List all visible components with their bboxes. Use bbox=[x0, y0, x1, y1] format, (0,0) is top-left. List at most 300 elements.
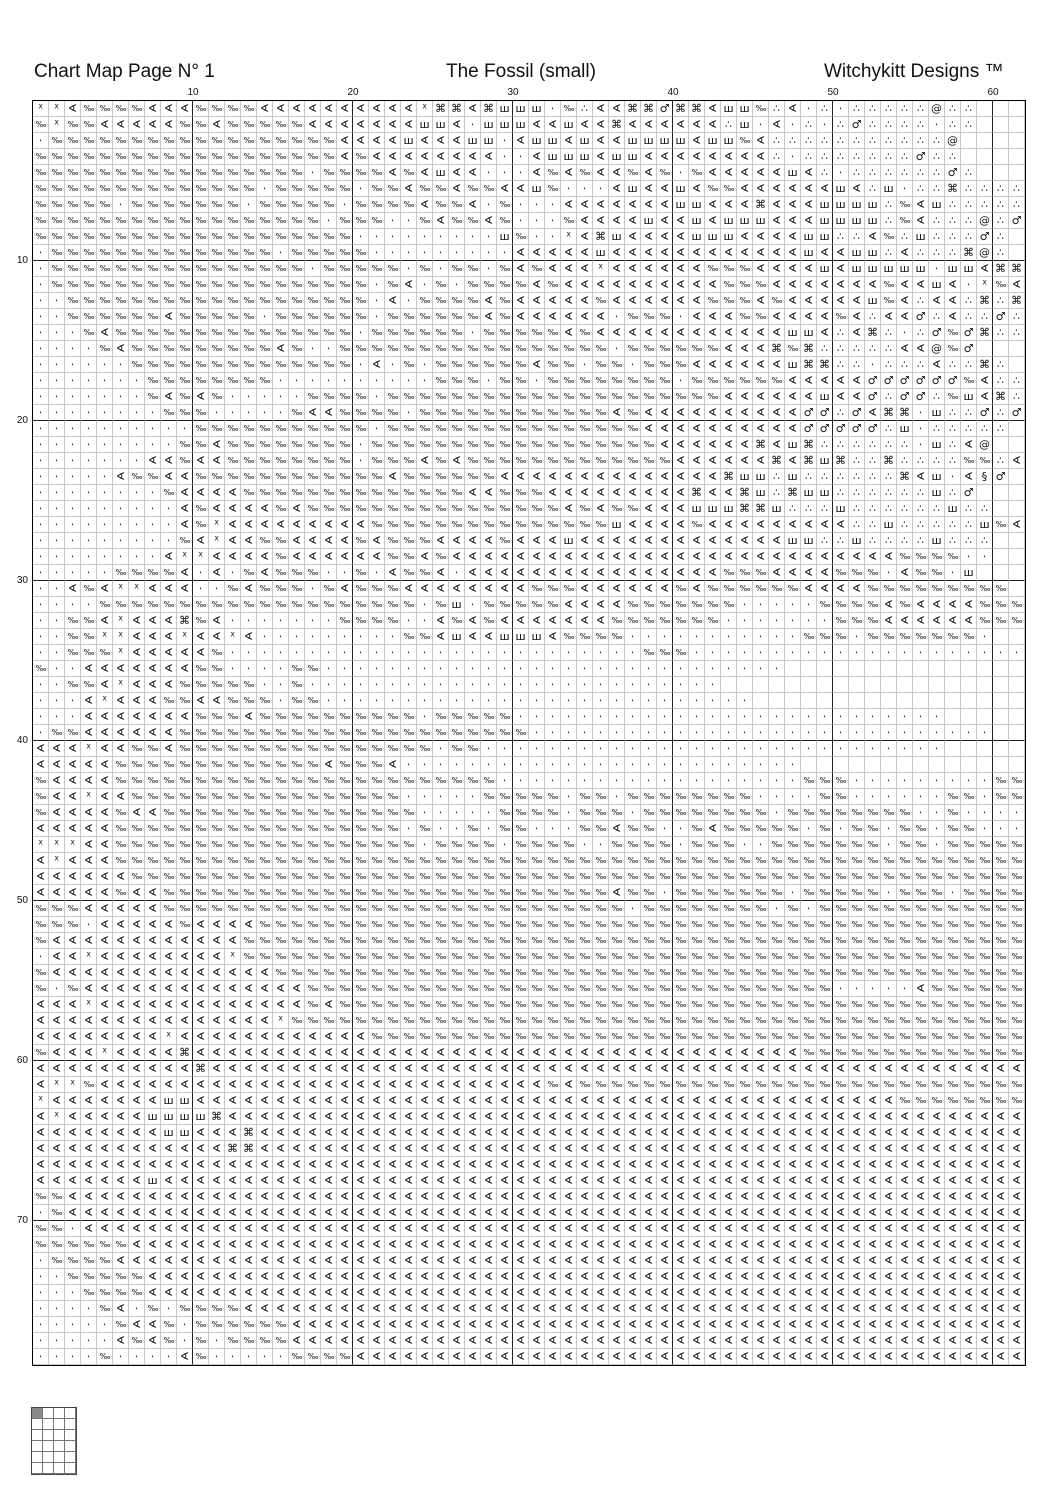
stitch-cell: ‰ bbox=[257, 821, 273, 837]
stitch-cell: ∢ bbox=[897, 1173, 913, 1189]
stitch-cell: ∢ bbox=[593, 1125, 609, 1141]
stitch-cell: ⌘ bbox=[209, 1109, 225, 1125]
stitch-cell: ‰ bbox=[161, 789, 177, 805]
stitch-cell: ∢ bbox=[993, 1221, 1009, 1237]
stitch-cell: ∢ bbox=[289, 1157, 305, 1173]
stitch-cell: ∢ bbox=[465, 613, 481, 629]
stitch-cell: · bbox=[993, 645, 1009, 661]
stitch-cell: ‰ bbox=[193, 197, 209, 213]
stitch-cell: ‰ bbox=[273, 789, 289, 805]
stitch-cell bbox=[961, 149, 977, 165]
stitch-cell: ‰ bbox=[193, 405, 209, 421]
stitch-cell: ∢ bbox=[417, 1157, 433, 1173]
stitch-cell: · bbox=[673, 661, 689, 677]
stitch-cell: ∢ bbox=[785, 1109, 801, 1125]
stitch-cell: ∢ bbox=[577, 1237, 593, 1253]
stitch-cell: ∢ bbox=[465, 1125, 481, 1141]
stitch-cell: · bbox=[33, 1333, 49, 1349]
stitch-cell: ‰ bbox=[449, 901, 465, 917]
stitch-cell: ∢ bbox=[273, 981, 289, 997]
stitch-cell: ∢ bbox=[625, 1109, 641, 1125]
stitch-cell bbox=[1009, 693, 1025, 709]
stitch-cell: ‰ bbox=[81, 325, 97, 341]
stitch-cell: ‰ bbox=[497, 709, 513, 725]
stitch-cell: ш bbox=[609, 517, 625, 533]
stitch-cell: ‰ bbox=[33, 917, 49, 933]
stitch-cell: ∢ bbox=[785, 245, 801, 261]
stitch-cell: · bbox=[481, 373, 497, 389]
stitch-cell: ‰ bbox=[705, 837, 721, 853]
stitch-cell: ∢ bbox=[961, 1205, 977, 1221]
stitch-cell: · bbox=[353, 693, 369, 709]
stitch-cell: ‰ bbox=[945, 965, 961, 981]
stitch-cell: ∢ bbox=[849, 1205, 865, 1221]
stitch-cell: ∢ bbox=[401, 1205, 417, 1221]
stitch-cell: ‰ bbox=[641, 901, 657, 917]
stitch-cell: ∢ bbox=[993, 1173, 1009, 1189]
stitch-cell: ‰ bbox=[113, 101, 129, 117]
stitch-cell: ‰ bbox=[705, 853, 721, 869]
stitch-cell: ∢ bbox=[417, 1237, 433, 1253]
stitch-cell: ∢ bbox=[401, 1061, 417, 1077]
stitch-cell: ∢ bbox=[305, 1093, 321, 1109]
stitch-cell: ‰ bbox=[817, 1013, 833, 1029]
stitch-cell: ∢ bbox=[865, 1125, 881, 1141]
stitch-cell: ∢ bbox=[97, 837, 113, 853]
stitch-cell: ∴ bbox=[993, 245, 1009, 261]
stitch-cell: · bbox=[465, 325, 481, 341]
stitch-cell: ‰ bbox=[849, 997, 865, 1013]
stitch-cell: ‰ bbox=[417, 773, 433, 789]
stitch-cell: · bbox=[49, 357, 65, 373]
stitch-cell: · bbox=[241, 389, 257, 405]
stitch-cell: ‰ bbox=[433, 709, 449, 725]
stitch-cell: ‰ bbox=[465, 181, 481, 197]
stitch-cell: ‰ bbox=[657, 997, 673, 1013]
stitch-cell: ‰ bbox=[241, 1333, 257, 1349]
stitch-cell: ‰ bbox=[241, 1317, 257, 1333]
stitch-cell: ‰ bbox=[753, 901, 769, 917]
stitch-cell: ‰ bbox=[689, 965, 705, 981]
stitch-cell: ∢ bbox=[737, 1221, 753, 1237]
stitch-cell: · bbox=[529, 693, 545, 709]
stitch-cell: · bbox=[129, 421, 145, 437]
stitch-cell: ∢ bbox=[305, 1189, 321, 1205]
stitch-cell: ш bbox=[689, 213, 705, 229]
stitch-cell: ∢ bbox=[289, 1061, 305, 1077]
stitch-cell: ∢ bbox=[481, 149, 497, 165]
stitch-cell: ∢ bbox=[241, 1077, 257, 1093]
stitch-cell: · bbox=[817, 613, 833, 629]
stitch-cell: ∢ bbox=[225, 997, 241, 1013]
stitch-cell: · bbox=[49, 661, 65, 677]
stitch-cell: ∢ bbox=[353, 1205, 369, 1221]
stitch-cell: ∢ bbox=[753, 1221, 769, 1237]
stitch-cell: · bbox=[593, 661, 609, 677]
stitch-cell: ∢ bbox=[81, 901, 97, 917]
stitch-cell: · bbox=[417, 245, 433, 261]
stitch-cell: ∢ bbox=[529, 1205, 545, 1221]
stitch-cell: ∢ bbox=[961, 469, 977, 485]
stitch-cell: · bbox=[481, 677, 497, 693]
stitch-cell: ∢ bbox=[129, 613, 145, 629]
stitch-cell: ‰ bbox=[177, 261, 193, 277]
stitch-cell: ‰ bbox=[193, 117, 209, 133]
stitch-cell: ∢ bbox=[689, 421, 705, 437]
stitch-cell: ‰ bbox=[225, 437, 241, 453]
stitch-cell: · bbox=[897, 741, 913, 757]
stitch-cell: · bbox=[337, 565, 353, 581]
stitch-cell: · bbox=[273, 661, 289, 677]
stitch-cell: ∢ bbox=[1009, 1109, 1025, 1125]
stitch-cell: ‰ bbox=[241, 821, 257, 837]
stitch-cell: ∢ bbox=[673, 469, 689, 485]
stitch-cell: ‰ bbox=[433, 517, 449, 533]
stitch-cell: · bbox=[33, 421, 49, 437]
stitch-cell: ‰ bbox=[241, 805, 257, 821]
stitch-cell bbox=[977, 485, 993, 501]
stitch-cell: ∢ bbox=[433, 133, 449, 149]
stitch-cell: · bbox=[577, 773, 593, 789]
stitch-cell: ∢ bbox=[609, 405, 625, 421]
stitch-cell: · bbox=[433, 661, 449, 677]
stitch-cell bbox=[1009, 469, 1025, 485]
stitch-cell: ∢ bbox=[977, 1109, 993, 1125]
stitch-cell: ∢ bbox=[865, 1157, 881, 1173]
stitch-cell: ∢ bbox=[305, 1157, 321, 1173]
stitch-cell: ‰ bbox=[209, 757, 225, 773]
stitch-cell: ∢ bbox=[673, 437, 689, 453]
stitch-cell: ‰ bbox=[625, 917, 641, 933]
stitch-cell: ∢ bbox=[369, 1189, 385, 1205]
stitch-cell: ∢ bbox=[545, 1349, 561, 1365]
stitch-cell: ‰ bbox=[577, 1029, 593, 1045]
stitch-cell: · bbox=[609, 309, 625, 325]
stitch-cell: ‰ bbox=[577, 965, 593, 981]
stitch-cell: ‰ bbox=[209, 229, 225, 245]
stitch-cell: ∢ bbox=[145, 117, 161, 133]
stitch-cell: ‰ bbox=[833, 997, 849, 1013]
stitch-cell: ‰ bbox=[641, 853, 657, 869]
stitch-cell: ∢ bbox=[161, 1205, 177, 1221]
stitch-cell: ∴ bbox=[881, 485, 897, 501]
stitch-cell: · bbox=[97, 469, 113, 485]
stitch-cell: ‰ bbox=[225, 709, 241, 725]
stitch-cell: ‰ bbox=[529, 453, 545, 469]
stitch-cell: · bbox=[81, 1301, 97, 1317]
stitch-cell: ‰ bbox=[545, 357, 561, 373]
stitch-cell: ‰ bbox=[225, 197, 241, 213]
stitch-cell: ‰ bbox=[257, 917, 273, 933]
stitch-cell: · bbox=[881, 725, 897, 741]
stitch-cell: ∢ bbox=[33, 1157, 49, 1173]
stitch-cell: ‰ bbox=[289, 117, 305, 133]
stitch-cell: · bbox=[785, 789, 801, 805]
stitch-cell: ‰ bbox=[145, 469, 161, 485]
stitch-cell: ∢ bbox=[449, 1093, 465, 1109]
stitch-cell: · bbox=[641, 725, 657, 741]
stitch-cell: ∢ bbox=[177, 1253, 193, 1269]
stitch-cell: ∢ bbox=[593, 581, 609, 597]
stitch-cell: ∢ bbox=[97, 869, 113, 885]
stitch-cell: · bbox=[913, 805, 929, 821]
stitch-cell: ‰ bbox=[321, 597, 337, 613]
stitch-cell: ‰ bbox=[881, 917, 897, 933]
stitch-cell: · bbox=[673, 693, 689, 709]
stitch-cell: ∢ bbox=[113, 1157, 129, 1173]
stitch-cell: ‰ bbox=[353, 581, 369, 597]
stitch-cell: ‰ bbox=[385, 917, 401, 933]
stitch-cell: ‰ bbox=[577, 165, 593, 181]
stitch-cell: · bbox=[145, 533, 161, 549]
stitch-cell: ∢ bbox=[625, 1093, 641, 1109]
stitch-cell: ‰ bbox=[241, 245, 257, 261]
stitch-cell: ∢ bbox=[177, 1349, 193, 1365]
stitch-cell: ∢ bbox=[385, 1333, 401, 1349]
stitch-cell: ∢ bbox=[113, 1061, 129, 1077]
stitch-cell: ∢ bbox=[1009, 1269, 1025, 1285]
stitch-cell: ‰ bbox=[273, 933, 289, 949]
stitch-cell: ‰ bbox=[161, 277, 177, 293]
stitch-cell: ∢ bbox=[833, 1173, 849, 1189]
stitch-cell: ‰ bbox=[209, 389, 225, 405]
stitch-cell: ‰ bbox=[497, 501, 513, 517]
row-number: 20 bbox=[16, 415, 28, 426]
stitch-cell: ∢ bbox=[609, 1157, 625, 1173]
stitch-cell: ‰ bbox=[337, 453, 353, 469]
stitch-cell: ∢ bbox=[369, 1093, 385, 1109]
stitch-cell: · bbox=[721, 757, 737, 773]
stitch-cell: ш bbox=[497, 117, 513, 133]
stitch-cell bbox=[849, 693, 865, 709]
stitch-cell: ∢ bbox=[417, 1077, 433, 1093]
stitch-cell: ‰ bbox=[289, 725, 305, 741]
stitch-cell: ‰ bbox=[801, 917, 817, 933]
stitch-cell: ∢ bbox=[497, 1301, 513, 1317]
stitch-cell: ♂ bbox=[977, 229, 993, 245]
stitch-cell: ‰ bbox=[465, 453, 481, 469]
stitch-cell: ∢ bbox=[689, 581, 705, 597]
stitch-cell: ‰ bbox=[257, 437, 273, 453]
stitch-cell: ⌘ bbox=[433, 101, 449, 117]
stitch-cell: ∢ bbox=[881, 309, 897, 325]
stitch-cell: ‰ bbox=[801, 773, 817, 789]
stitch-cell: ‰ bbox=[801, 997, 817, 1013]
stitch-cell: ∢ bbox=[417, 549, 433, 565]
stitch-cell: ∢ bbox=[385, 1221, 401, 1237]
stitch-cell: ‰ bbox=[705, 1013, 721, 1029]
stitch-cell: ∢ bbox=[705, 565, 721, 581]
stitch-cell: ⌘ bbox=[225, 1141, 241, 1157]
stitch-cell: ∢ bbox=[577, 565, 593, 581]
stitch-cell: ∢ bbox=[33, 853, 49, 869]
stitch-cell: · bbox=[337, 373, 353, 389]
stitch-cell: ♂ bbox=[945, 373, 961, 389]
stitch-cell: · bbox=[769, 597, 785, 613]
stitch-cell: ‰ bbox=[145, 757, 161, 773]
stitch-cell: ∢ bbox=[385, 1109, 401, 1125]
stitch-cell: ‰ bbox=[737, 1077, 753, 1093]
stitch-cell: ∢ bbox=[209, 1029, 225, 1045]
stitch-cell: ‰ bbox=[33, 965, 49, 981]
stitch-cell: · bbox=[145, 501, 161, 517]
stitch-cell: ‰ bbox=[337, 949, 353, 965]
stitch-cell: ‰ bbox=[385, 741, 401, 757]
stitch-cell: ∢ bbox=[289, 1333, 305, 1349]
stitch-cell: ‰ bbox=[385, 933, 401, 949]
stitch-cell: · bbox=[49, 1317, 65, 1333]
stitch-cell: ‰ bbox=[257, 197, 273, 213]
stitch-cell: ‰ bbox=[417, 421, 433, 437]
stitch-cell: ‰ bbox=[545, 517, 561, 533]
stitch-cell: ∢ bbox=[113, 869, 129, 885]
stitch-cell: · bbox=[33, 389, 49, 405]
stitch-cell: ∢ bbox=[657, 1333, 673, 1349]
stitch-cell: ‰ bbox=[449, 773, 465, 789]
stitch-cell: ∢ bbox=[97, 885, 113, 901]
stitch-cell: ∢ bbox=[129, 965, 145, 981]
stitch-cell: ‰ bbox=[209, 293, 225, 309]
stitch-cell: ‰ bbox=[929, 885, 945, 901]
stitch-cell: ⌘ bbox=[721, 469, 737, 485]
stitch-cell: ♂ bbox=[1009, 213, 1025, 229]
stitch-cell: ш bbox=[161, 1093, 177, 1109]
stitch-cell: ‰ bbox=[449, 389, 465, 405]
stitch-cell: ‰ bbox=[913, 901, 929, 917]
stitch-cell: · bbox=[321, 613, 337, 629]
stitch-cell: ∢ bbox=[49, 1029, 65, 1045]
stitch-cell: ‰ bbox=[401, 869, 417, 885]
stitch-cell: ∢ bbox=[849, 373, 865, 389]
stitch-cell: ∢ bbox=[81, 981, 97, 997]
stitch-cell: ‰ bbox=[497, 421, 513, 437]
stitch-cell: ∢ bbox=[961, 1173, 977, 1189]
stitch-cell: ∢ bbox=[977, 373, 993, 389]
stitch-cell: ∢ bbox=[577, 1173, 593, 1189]
stitch-cell: ∢ bbox=[625, 517, 641, 533]
stitch-cell: · bbox=[705, 661, 721, 677]
stitch-cell: ш bbox=[865, 245, 881, 261]
stitch-cell: ∢ bbox=[497, 1253, 513, 1269]
stitch-cell: ‰ bbox=[497, 533, 513, 549]
stitch-cell: · bbox=[609, 677, 625, 693]
stitch-cell: · bbox=[545, 693, 561, 709]
stitch-cell: ‰ bbox=[209, 149, 225, 165]
stitch-cell: ∢ bbox=[785, 1221, 801, 1237]
stitch-cell: ∢ bbox=[369, 1205, 385, 1221]
stitch-cell: ‰ bbox=[833, 1029, 849, 1045]
stitch-cell: ∢ bbox=[145, 981, 161, 997]
stitch-cell: · bbox=[369, 229, 385, 245]
stitch-cell: ‰ bbox=[577, 629, 593, 645]
stitch-cell: ‰ bbox=[785, 837, 801, 853]
stitch-cell: ‰ bbox=[161, 213, 177, 229]
stitch-cell: ‰ bbox=[321, 357, 337, 373]
stitch-cell: ∢ bbox=[49, 1173, 65, 1189]
stitch-cell: ‰ bbox=[673, 997, 689, 1013]
stitch-cell: ∢ bbox=[593, 1285, 609, 1301]
stitch-cell: ‰ bbox=[241, 213, 257, 229]
stitch-cell: ∢ bbox=[97, 773, 113, 789]
stitch-cell: ∢ bbox=[849, 1221, 865, 1237]
stitch-cell: ‰ bbox=[321, 261, 337, 277]
stitch-cell: ∢ bbox=[465, 533, 481, 549]
stitch-cell: ∢ bbox=[833, 1333, 849, 1349]
stitch-cell: ♂ bbox=[913, 309, 929, 325]
stitch-cell: · bbox=[881, 645, 897, 661]
stitch-cell: · bbox=[65, 1349, 81, 1365]
stitch-cell: ‰ bbox=[545, 389, 561, 405]
stitch-cell: ‰ bbox=[257, 421, 273, 437]
stitch-cell: ‰ bbox=[129, 197, 145, 213]
stitch-cell: · bbox=[401, 757, 417, 773]
stitch-cell: · bbox=[753, 837, 769, 853]
stitch-cell: ⌘ bbox=[769, 341, 785, 357]
stitch-cell: ∢ bbox=[81, 661, 97, 677]
stitch-cell: ∢ bbox=[977, 1317, 993, 1333]
stitch-cell: ∴ bbox=[881, 101, 897, 117]
stitch-cell bbox=[1009, 485, 1025, 501]
stitch-cell: · bbox=[913, 405, 929, 421]
stitch-cell: ∢ bbox=[1009, 1141, 1025, 1157]
stitch-cell: ш bbox=[465, 133, 481, 149]
stitch-cell: ‰ bbox=[897, 885, 913, 901]
stitch-cell: ‰ bbox=[33, 213, 49, 229]
stitch-cell: · bbox=[81, 533, 97, 549]
stitch-cell: ∢ bbox=[833, 1125, 849, 1141]
stitch-cell: ∢ bbox=[705, 309, 721, 325]
stitch-cell: · bbox=[129, 501, 145, 517]
stitch-cell: ‰ bbox=[433, 853, 449, 869]
stitch-cell: ∴ bbox=[993, 229, 1009, 245]
stitch-cell: · bbox=[209, 1333, 225, 1349]
stitch-cell: ∴ bbox=[897, 501, 913, 517]
stitch-cell: ‰ bbox=[417, 741, 433, 757]
stitch-cell: ∢ bbox=[673, 1285, 689, 1301]
stitch-cell: ‰ bbox=[305, 741, 321, 757]
stitch-cell: · bbox=[113, 437, 129, 453]
stitch-cell: ‰ bbox=[353, 309, 369, 325]
stitch-cell: ‰ bbox=[129, 165, 145, 181]
stitch-cell: · bbox=[753, 757, 769, 773]
stitch-cell: ∢ bbox=[97, 709, 113, 725]
stitch-cell: ⌘ bbox=[993, 389, 1009, 405]
stitch-cell: ‰ bbox=[321, 485, 337, 501]
stitch-cell: ∢ bbox=[49, 1013, 65, 1029]
stitch-cell: ‰ bbox=[337, 357, 353, 373]
stitch-cell: ∢ bbox=[145, 1189, 161, 1205]
stitch-cell: ∢ bbox=[577, 1093, 593, 1109]
stitch-cell: ‰ bbox=[145, 773, 161, 789]
stitch-cell: · bbox=[801, 101, 817, 117]
stitch-cell: ∢ bbox=[593, 501, 609, 517]
stitch-cell: ‰ bbox=[161, 261, 177, 277]
stitch-cell: ‰ bbox=[609, 965, 625, 981]
stitch-cell: ∢ bbox=[273, 341, 289, 357]
stitch-cell: ∢ bbox=[657, 277, 673, 293]
stitch-cell: ᕁ bbox=[49, 117, 65, 133]
stitch-cell: · bbox=[481, 741, 497, 757]
stitch-cell: ‰ bbox=[689, 165, 705, 181]
stitch-cell: ‰ bbox=[993, 869, 1009, 885]
stitch-cell: ‰ bbox=[129, 597, 145, 613]
stitch-cell: ∢ bbox=[433, 1221, 449, 1237]
stitch-cell: ∢ bbox=[753, 1061, 769, 1077]
stitch-cell: ‰ bbox=[865, 613, 881, 629]
stitch-cell: ∢ bbox=[913, 1333, 929, 1349]
stitch-cell: ‰ bbox=[241, 117, 257, 133]
stitch-cell: ‰ bbox=[993, 933, 1009, 949]
